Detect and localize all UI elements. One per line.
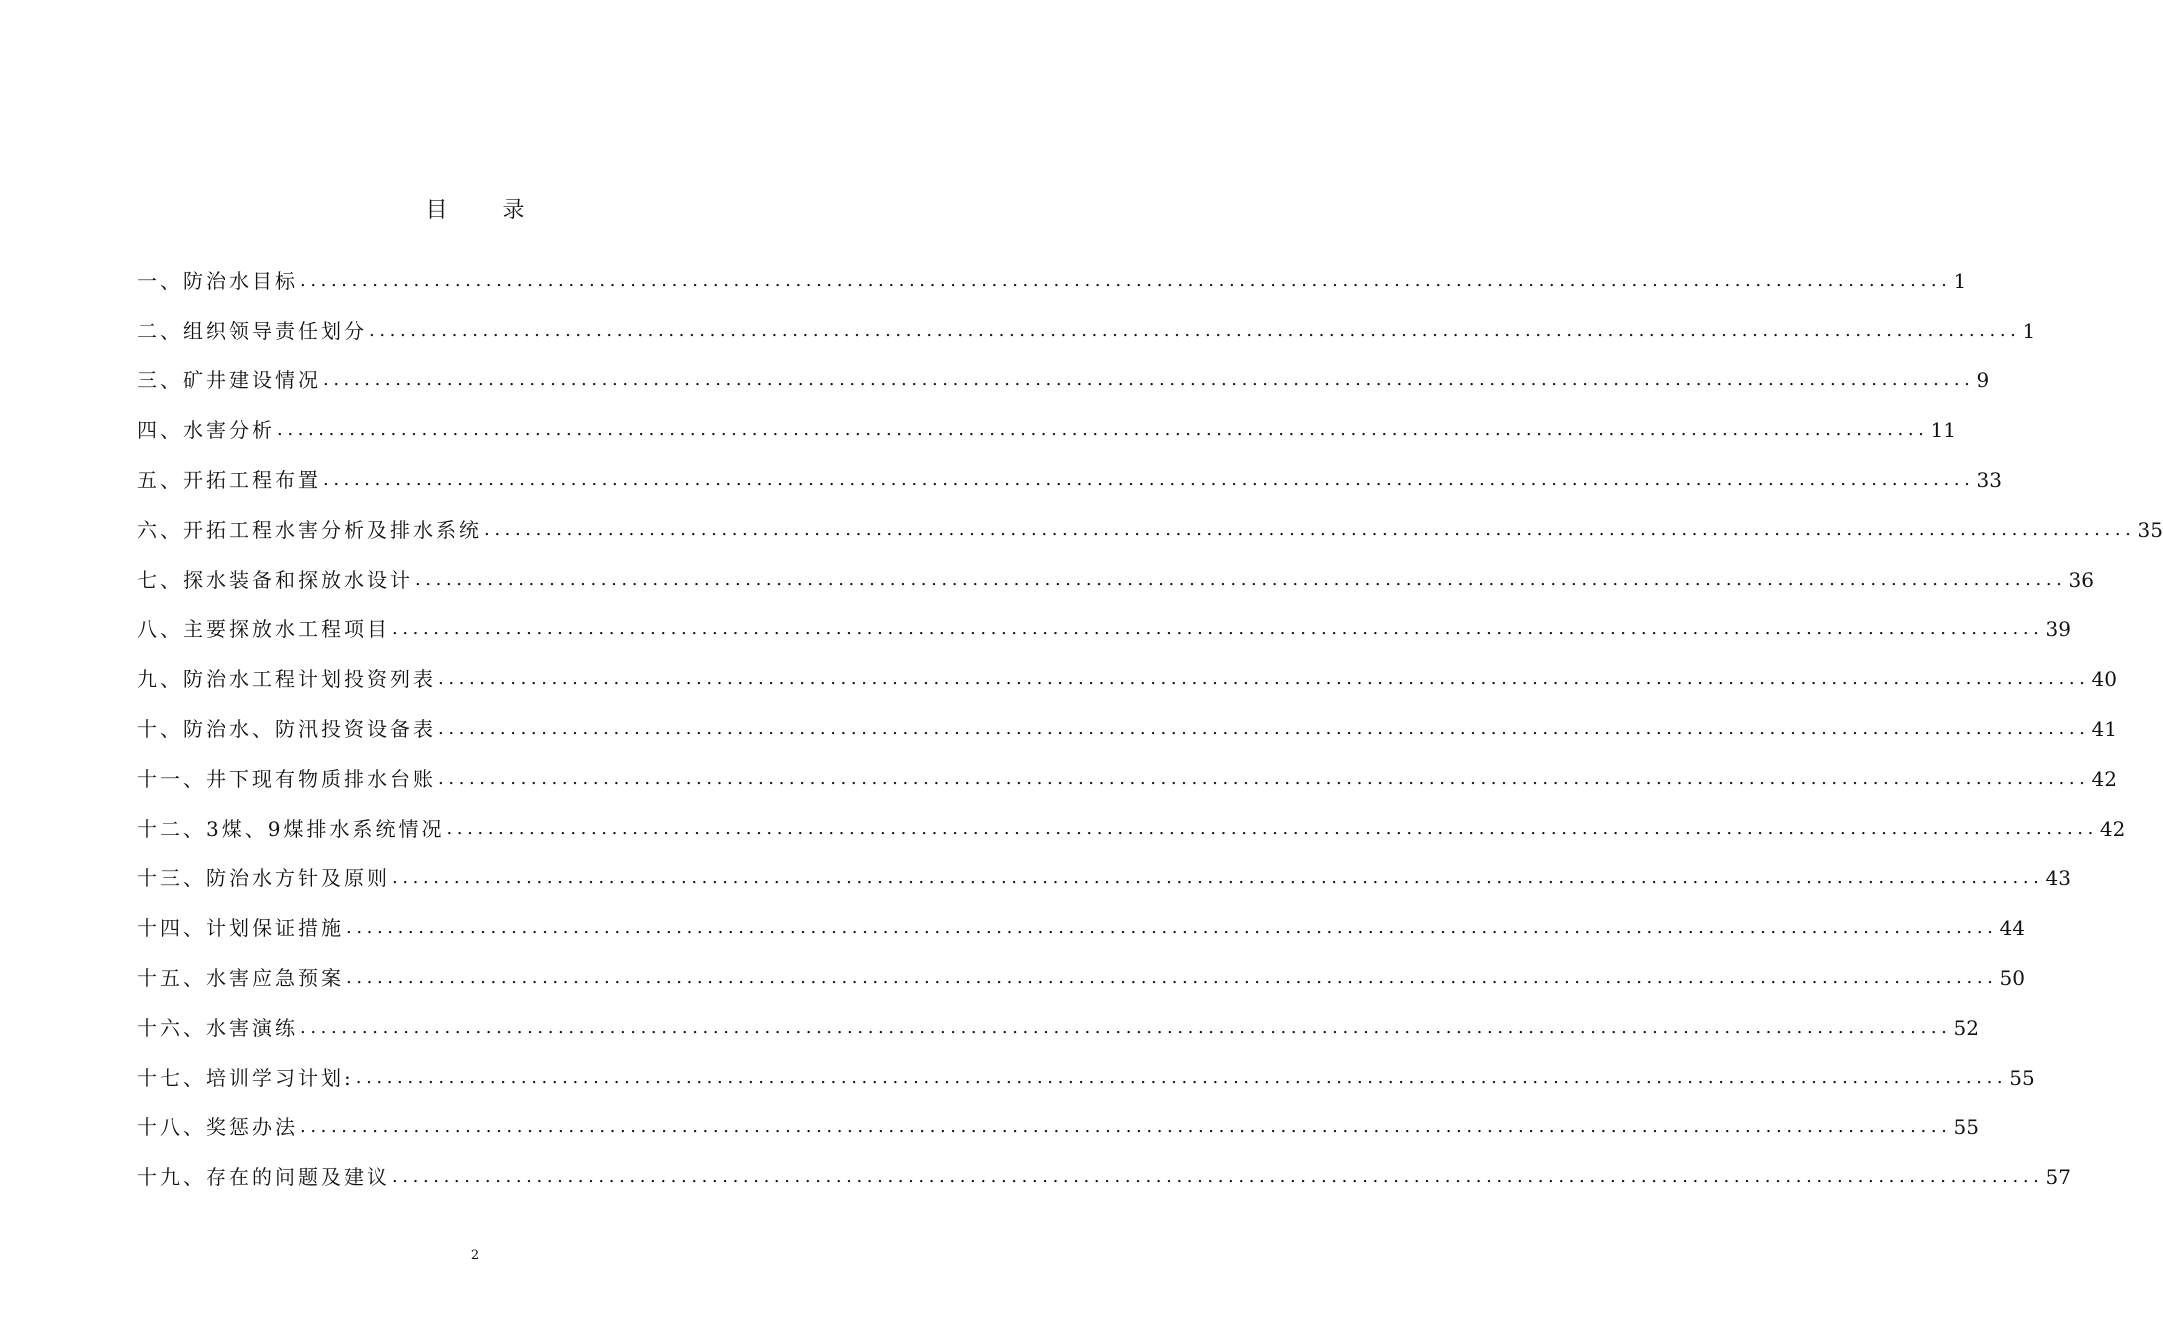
toc-entry-text: 十九、存在的问题及建议: [137, 1165, 390, 1190]
toc-entry-page: 35: [2137, 517, 2163, 542]
toc-entry-text: 十二、3煤、9煤排水系统情况: [137, 816, 445, 841]
toc-entry-page: 40: [2091, 667, 2117, 692]
toc-leader-dots: ................................................................................................................................................................: [300, 1016, 1952, 1038]
toc-entry[interactable]: [137, 1093, 1979, 1143]
toc-entry[interactable]: [137, 395, 1956, 445]
toc-entry-text: 十七、培训学习计划:: [137, 1065, 354, 1090]
toc-entry-page: 52: [1953, 1015, 1979, 1040]
toc-entry-page: 44: [1999, 916, 2025, 941]
toc-entry-text: 十五、水害应急预案: [137, 965, 344, 990]
toc-leader-dots: ................................................................................................................................................................: [346, 966, 1998, 988]
toc-leader-dots: ................................................................................................................................................................: [346, 917, 1998, 939]
toc-entry[interactable]: [137, 495, 2163, 545]
toc-entry[interactable]: [137, 296, 2036, 346]
toc-entry[interactable]: [137, 943, 2025, 993]
toc-entry-page: 9: [1976, 368, 1990, 393]
toc-leader-dots: ................................................................................................................................................................: [300, 1116, 1952, 1138]
toc-entry-page: 50: [1999, 965, 2025, 990]
toc-entry[interactable]: [137, 694, 2117, 744]
toc-leader-dots: ................................................................................................................................................................: [484, 518, 2136, 540]
toc-entry[interactable]: [137, 794, 2126, 844]
toc-entry-page: 55: [2009, 1065, 2035, 1090]
toc-entry[interactable]: [137, 445, 2002, 495]
toc-entry-page: 42: [2099, 816, 2126, 841]
toc-leader-dots: ................................................................................................................................................................: [392, 618, 2044, 640]
toc-leader-dots: ................................................................................................................................................................: [392, 867, 2044, 889]
toc-entry[interactable]: [137, 1043, 2035, 1093]
toc-entry-text: 二、组织领导责任划分: [137, 318, 367, 343]
toc-leader-dots: ................................................................................................................................................................: [355, 1066, 2008, 1088]
toc-entry-text: 十四、计划保证措施: [137, 916, 344, 941]
toc-leader-dots: ................................................................................................................................................................: [369, 319, 2021, 341]
toc-leader-dots: ................................................................................................................................................................: [323, 468, 1975, 490]
toc-entry-text: 八、主要探放水工程项目: [137, 617, 390, 642]
toc-entry-text: 十八、奖惩办法: [137, 1115, 298, 1140]
toc-entry[interactable]: [137, 993, 1979, 1043]
toc-title: 目 录: [425, 198, 549, 223]
toc-entry-text: 十、防治水、防汛投资设备表: [137, 716, 436, 741]
toc-entry[interactable]: [137, 744, 2117, 794]
toc-entry-page: 41: [2091, 716, 2117, 741]
toc-entry-text: 三、矿井建设情况: [137, 368, 321, 393]
toc-leader-dots: ................................................................................................................................................................: [277, 419, 1929, 441]
toc-entry-text: 五、开拓工程布置: [137, 467, 321, 492]
toc-entry[interactable]: [137, 545, 2094, 595]
toc-entry-text: 一、防治水目标: [137, 268, 298, 293]
toc-leader-dots: ................................................................................................................................................................: [323, 369, 1975, 391]
toc-entry-page: 33: [1976, 467, 2002, 492]
toc-list: [137, 246, 2163, 1192]
toc-entry-page: 1: [1953, 268, 1967, 293]
toc-entry-page: 57: [2045, 1165, 2071, 1190]
toc-entry[interactable]: [137, 1142, 2071, 1192]
toc-entry-text: 六、开拓工程水害分析及排水系统: [137, 517, 482, 542]
toc-entry[interactable]: [137, 844, 2071, 894]
toc-entry[interactable]: [137, 893, 2025, 943]
toc-entry-page: 43: [2045, 866, 2071, 891]
toc-entry-text: 十六、水害演练: [137, 1015, 298, 1040]
toc-entry[interactable]: [137, 644, 2117, 694]
toc-leader-dots: ................................................................................................................................................................: [415, 568, 2067, 590]
toc-entry-page: 42: [2091, 766, 2117, 791]
toc-entry[interactable]: [137, 246, 1967, 296]
toc-entry-page: 36: [2068, 567, 2094, 592]
toc-leader-dots: ................................................................................................................................................................: [438, 717, 2090, 739]
toc-entry[interactable]: [137, 346, 1990, 396]
toc-leader-dots: ................................................................................................................................................................: [438, 767, 2090, 789]
page-number: 2: [470, 1248, 480, 1263]
toc-entry-text: 七、探水装备和探放水设计: [137, 567, 413, 592]
toc-entry-text: 四、水害分析: [137, 418, 275, 443]
toc-entry-page: 39: [2045, 617, 2071, 642]
toc-entry-page: 1: [2022, 318, 2036, 343]
toc-leader-dots: ................................................................................................................................................................: [438, 668, 2090, 690]
toc-entry-text: 十三、防治水方针及原则: [137, 866, 390, 891]
toc-leader-dots: ................................................................................................................................................................: [446, 817, 2098, 839]
toc-leader-dots: ................................................................................................................................................................: [392, 1166, 2044, 1188]
toc-leader-dots: ................................................................................................................................................................: [300, 269, 1952, 291]
toc-entry[interactable]: [137, 595, 2071, 645]
toc-entry-page: 11: [1930, 418, 1956, 443]
toc-entry-text: 十一、井下现有物质排水台账: [137, 766, 436, 791]
toc-entry-text: 九、防治水工程计划投资列表: [137, 667, 436, 692]
toc-entry-page: 55: [1953, 1115, 1979, 1140]
